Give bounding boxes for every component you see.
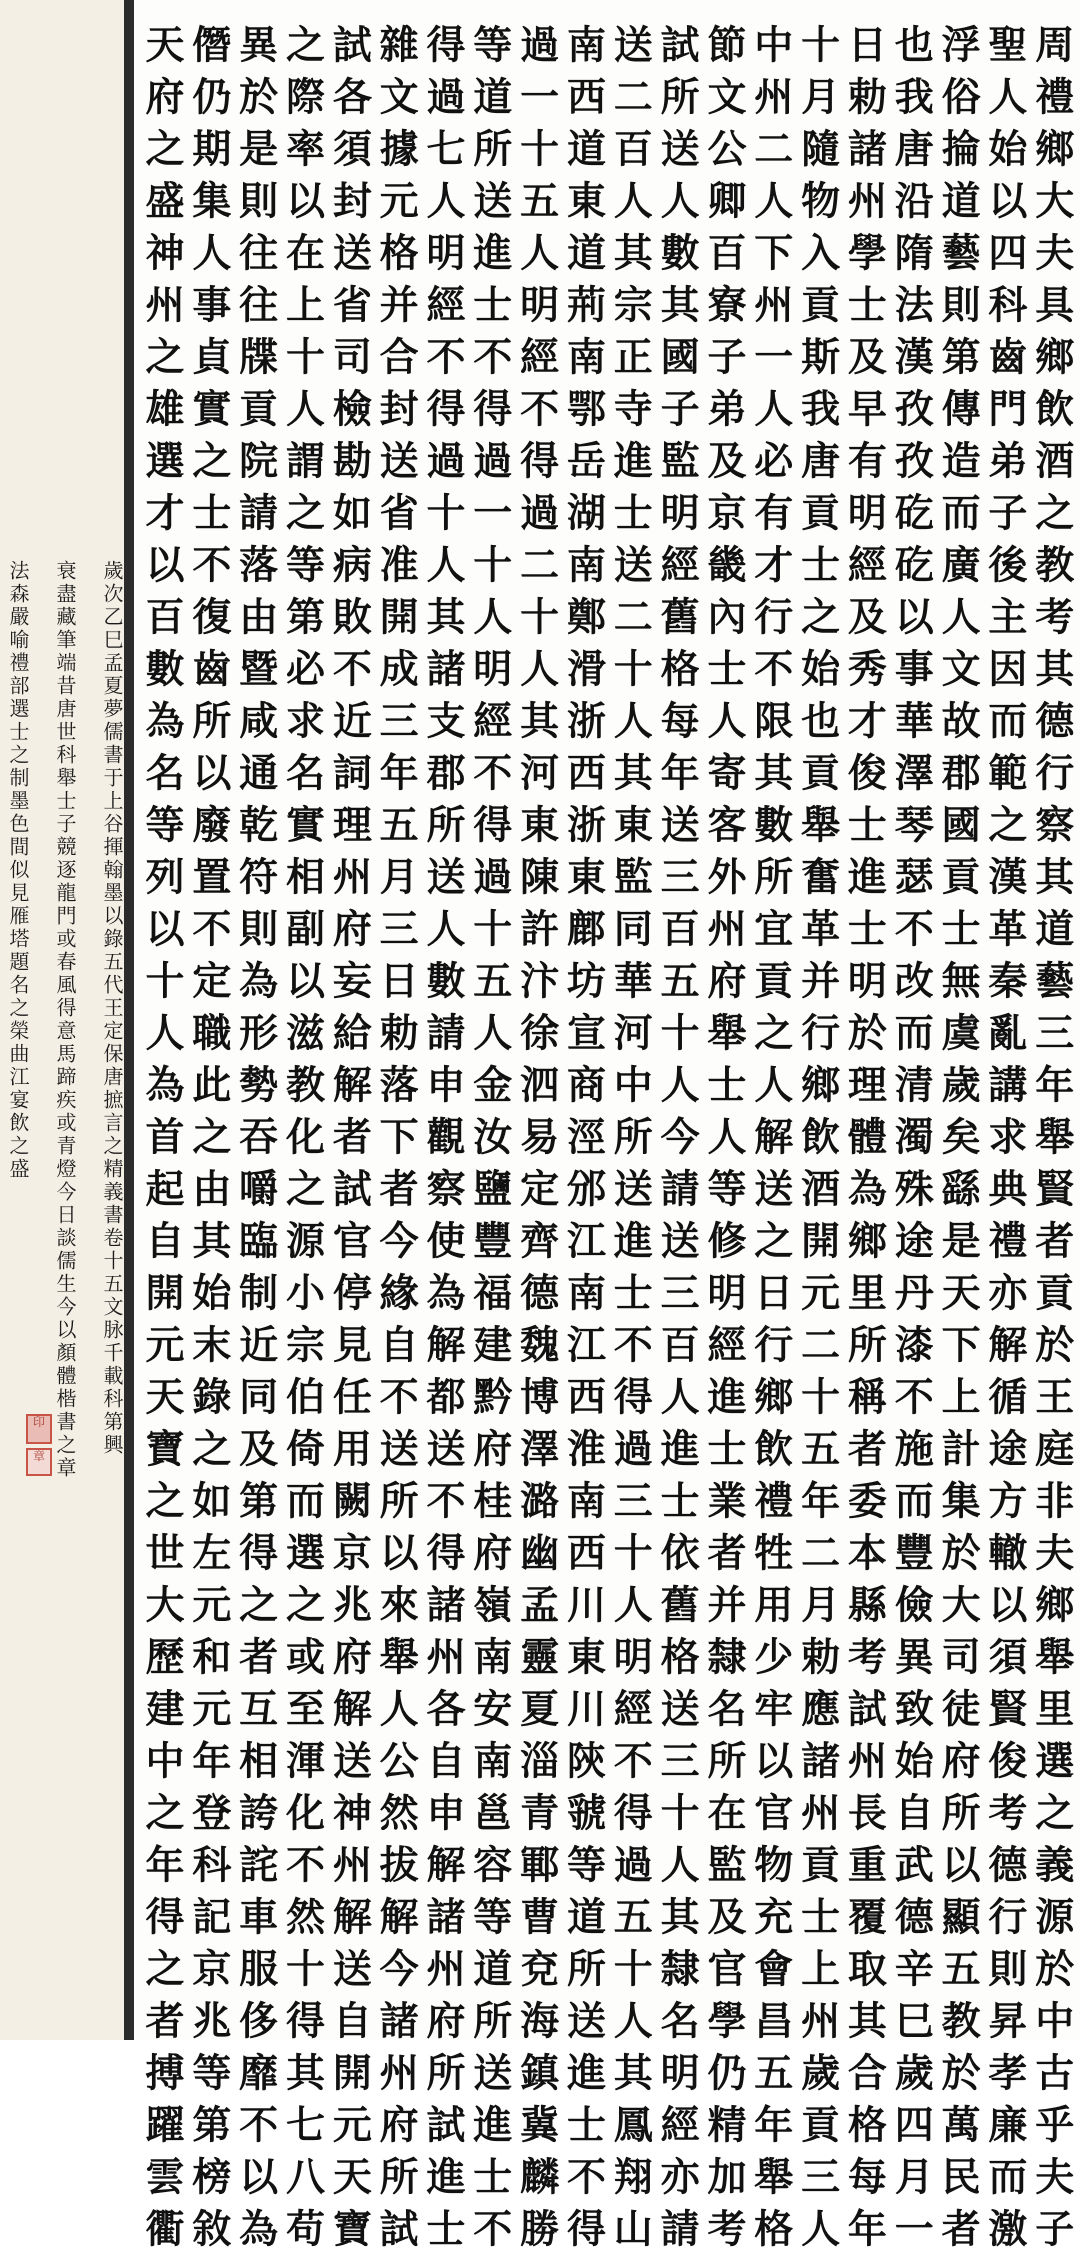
text-column: 中州二人下州一人必有才行不限其數所宜貢之人解送之日行鄉飲禮牲用少牢以官物充會昌五年舉格 [747,24,794,2260]
text-column: 南西道東道荊南鄂岳湖南鄭滑浙西浙東鄜坊宣商涇邠江南江西淮南西川東川陝虢等道所送進士不得 [560,24,607,2260]
text-column: 天府之盛神州之雄選才以百數為名等列以十人為首起自開元天寶之世大歷建中之年得之者搏躍雲衢 [139,24,185,2260]
artist-seal-secondary: 章 [26,1448,52,1476]
text-column: 也我唐沿隋法漢孜孜矻矻以事華澤琴瑟不改而清濁殊途丹漆不施而豐儉異致始自武德辛巳歲四月一 [888,24,935,2260]
text-column: 得過七人明經不得過十人其諸支郡所送人數請申觀察使為解都送不得諸州各自申解諸州府所試進士 [419,24,466,2260]
text-column: 浮俗掄道藝則第傳造而廣人文故郡國貢士無虞歲矣繇是天下上計集於大司徒府所以顯五教於萬民者 [935,24,982,2260]
text-column: 雜文據元格并合封送省准開成三年五月三日勅落下者今緣自不送所以來舉人公然拔解今諸州府所試 [373,24,420,2260]
text-column: 試所送人數其國子監明經舊格每年送三百五十人今請送三百人進士依舊格送三十人其隸名明經亦請 [654,24,701,2260]
text-column: 之際率以在上十人謂之等第必求名實相副以滋教化之源小宗伯倚而選之或至渾化不然十得其七八苟 [279,24,326,2260]
text-column: 節文公卿百寮子弟及京畿內士人寄客外州府舉士人等修明經進士業者并隸名所在監及官學仍精加考 [700,24,747,2260]
colophon-inscription [6,560,124,1940]
main-calligraphy-text [134,0,1080,2260]
text-column: 等道所送進士不得過一十人明經不得過十五人金汝鹽豐福建黔府桂府嶺南安南邕容等道所送進士不 [466,24,513,2260]
artist-seal: 印 [26,1414,52,1444]
text-column: 日勅諸州學士及早有明經及秀才俊士進士明於理體為鄉里所稱者委本縣考試州長重覆取其合格每年 [841,24,888,2260]
text-column: 過一十五人明經不得過二十人其河東陳許汴徐泗易定齊德魏博澤潞幽孟靈夏淄青鄆曹兗海鎮冀麟勝 [513,24,560,2260]
colophon-column: 法森嚴喻禮部選士之制墨色間似見雁塔題名之榮曲江宴飲之盛 [6,560,30,1181]
text-column: 十月隨物入貢斯我唐貢士之始也貢舉奮革并行鄉飲酒開元二十五年二月勅應諸州貢士上州歲貢三人 [794,24,841,2260]
text-column: 試各須封送省司檢勘如病敗不近詞理州府妄給解者試官停見任用闕京兆府解送神州解送自開元天寶 [326,24,373,2260]
text-column: 聖人始以四科齒門弟子後主因而範之漢革秦亂講求典禮亦解循途方轍以須賢俊考德行則昇孝廉而激 [981,24,1028,2260]
colophon-column: 衰盡藏筆端昔唐世科舉士子競逐龍門或春風得意馬蹄疾或青燈今日談儒生今以顏體楷書之章 [53,560,77,1480]
scroll-divider-line [124,0,134,2040]
text-column: 僭仍期集人事貞實之士不復齒所以廢置不定職此之由其始末錄之如左元和元年登科記京兆等第榜敘 [185,24,232,2260]
text-column: 異於是則往往牒貢院請落由暨咸通乾符則為形勢吞嚼臨制近同及第得之者互相誇詫車服侈靡不以為 [232,24,279,2260]
text-column: 周禮鄉大夫具鄉飲酒之教考其德行察其道藝三年舉賢者貢於王庭非夫鄉舉里選之義源於中古乎夫子 [1028,24,1075,2260]
text-column: 送二百人其宗正寺進士送二十人其東監同華河中所送進士不得過三十人明經不得過五十人其鳳翔山 [607,24,654,2260]
colophon-column: 歲次乙巳孟夏夢儒書于上谷揮翰墨以錄五代王定保唐摭言之精義書卷十五文脉千載科第興 [100,560,124,1457]
